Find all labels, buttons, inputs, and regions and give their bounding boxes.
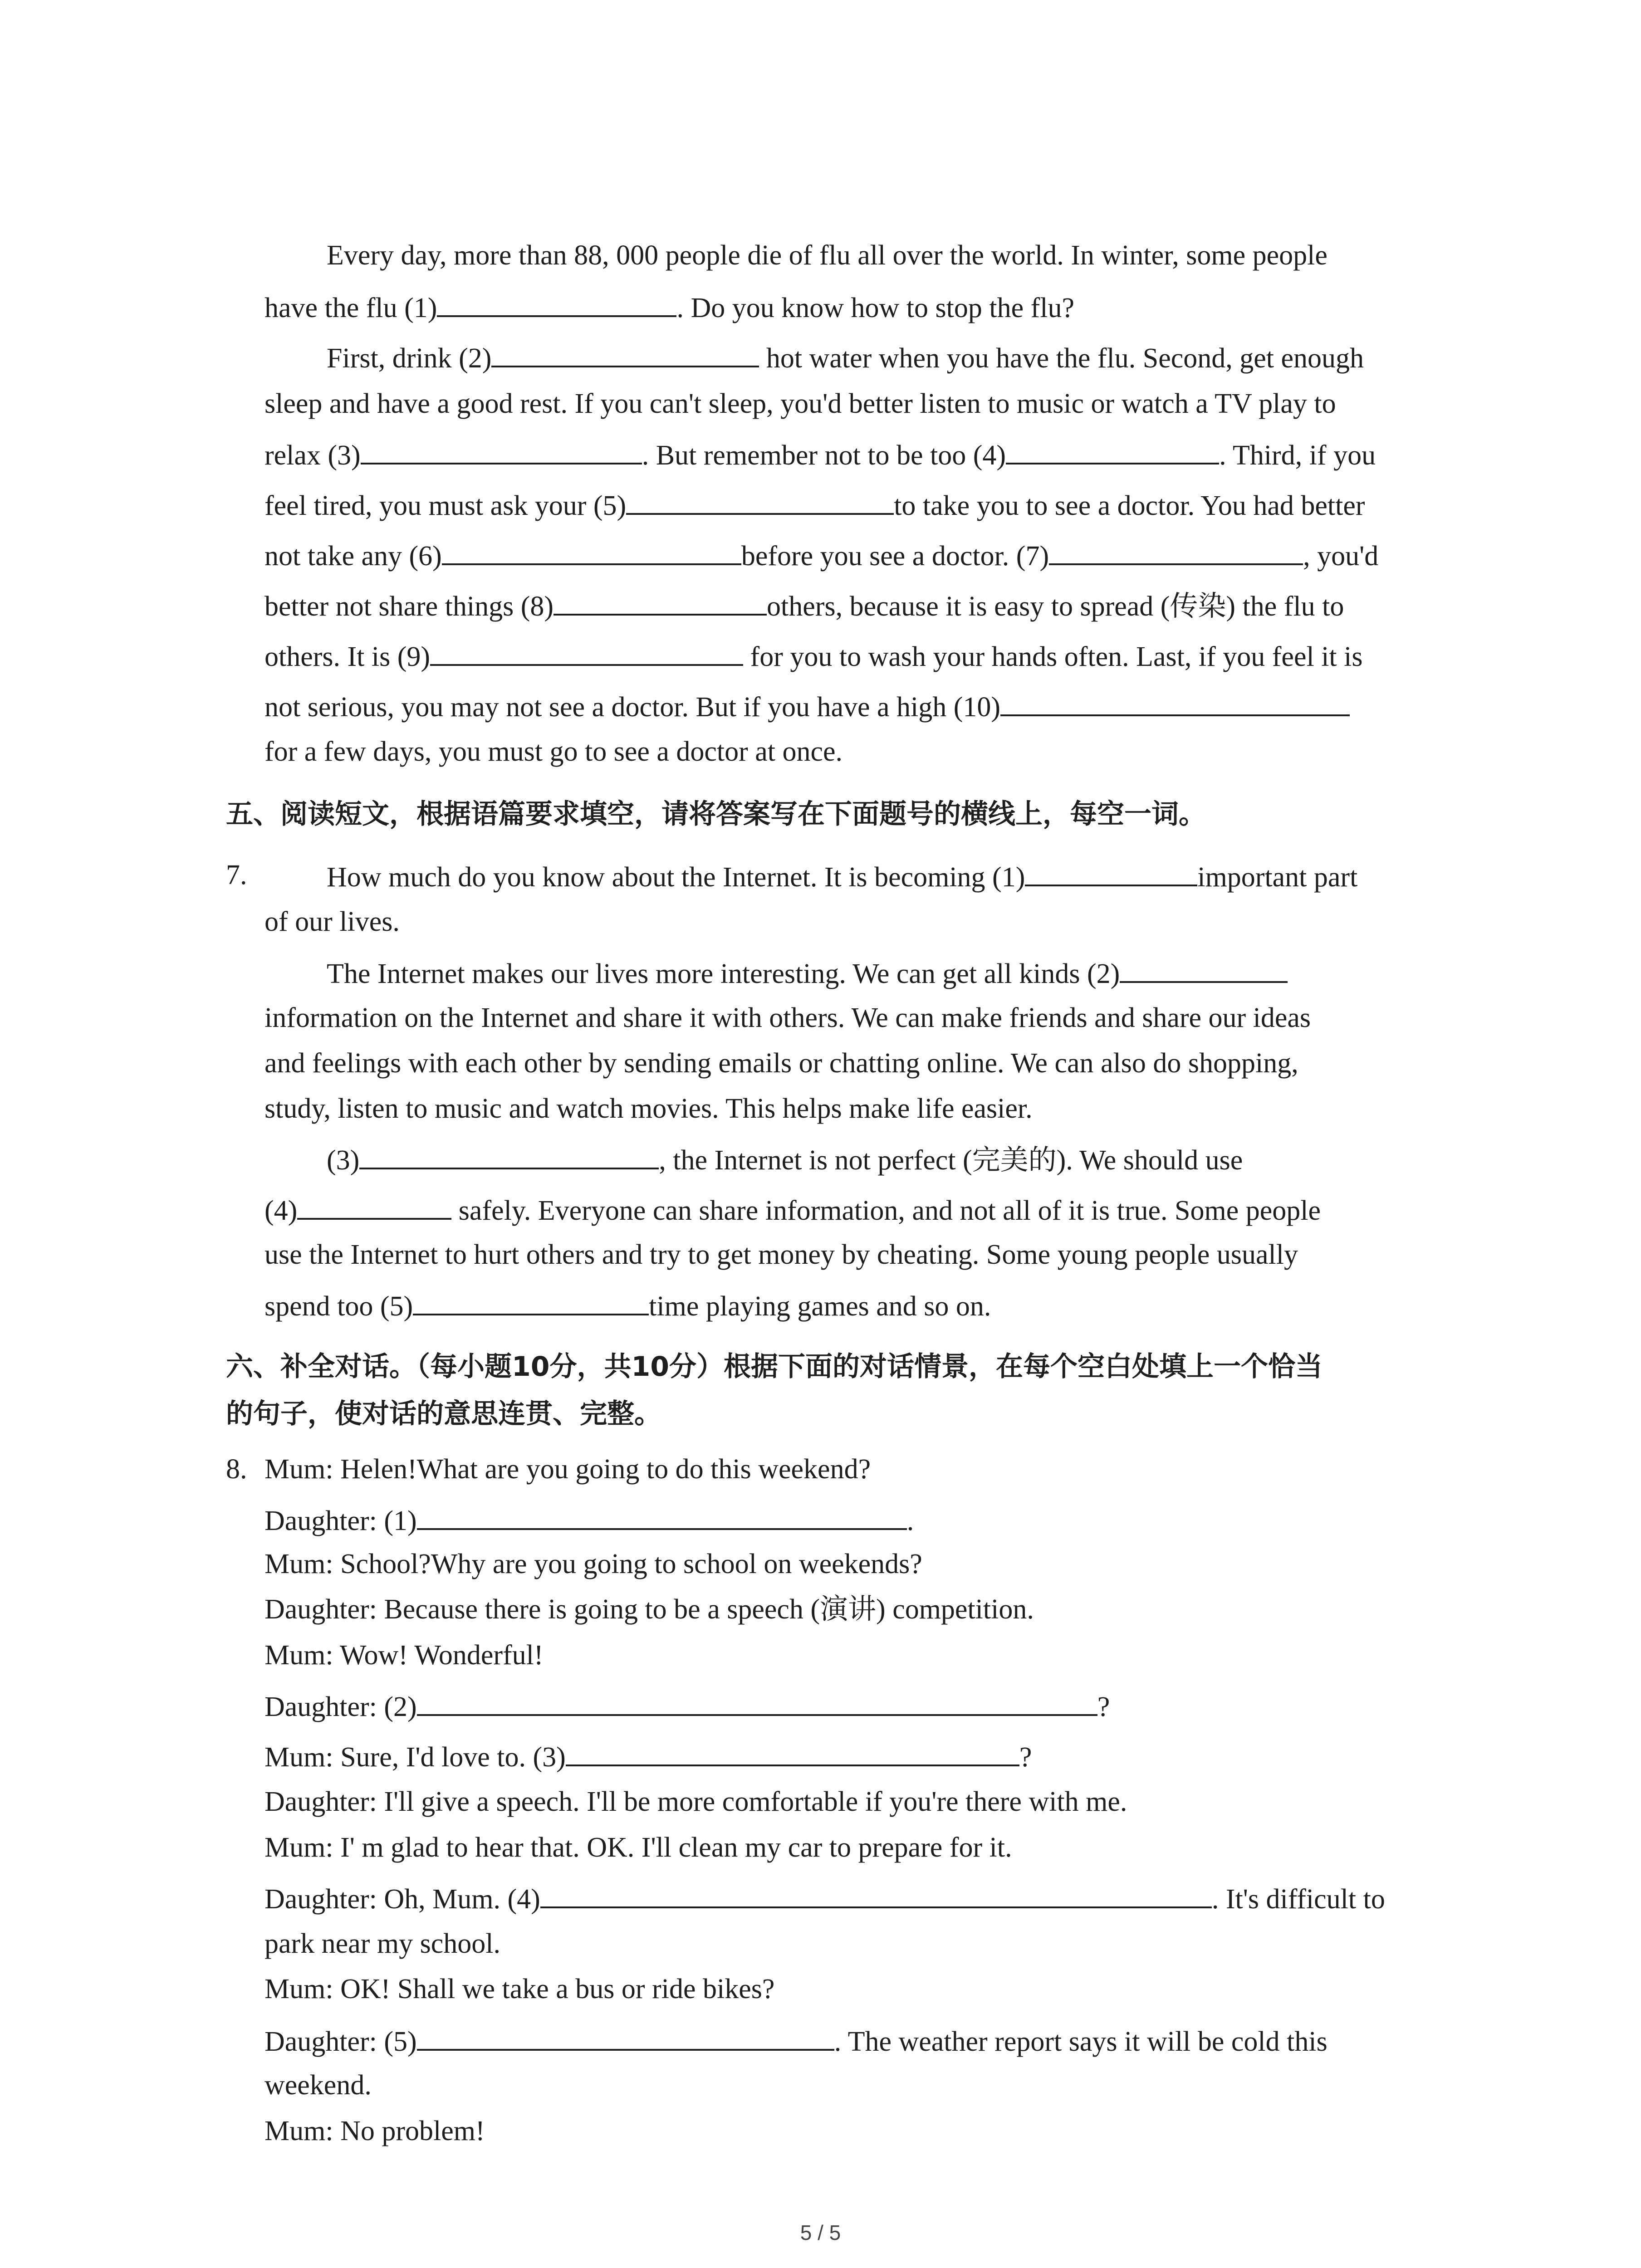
answer-blank-6[interactable] bbox=[442, 540, 741, 565]
text: . Do you know how to stop the flu? bbox=[676, 293, 1074, 323]
text: Mum: OK! Shall we take a bus or ride bikes? bbox=[265, 1974, 775, 2004]
answer-blank-9[interactable] bbox=[430, 640, 743, 666]
dialog-answer-blank-2[interactable] bbox=[417, 1691, 1097, 1716]
text: 五、阅读短文，根据语篇要求填空，请将答案写在下面题号的横线上，每空一词。 bbox=[226, 798, 1206, 830]
text: others, because it is easy to spread (传染) the flu to bbox=[767, 591, 1344, 622]
text: important part bbox=[1197, 862, 1358, 893]
dialog-line-6 bbox=[265, 1691, 1110, 1721]
s5-answer-blank-5[interactable] bbox=[413, 1290, 649, 1315]
text: 的句子，使对话的意思连贯、完整。 bbox=[226, 1398, 661, 1430]
text: , the Internet is not perfect (完美的). We should use bbox=[659, 1145, 1243, 1176]
text: Daughter: (5) bbox=[265, 2026, 417, 2057]
s5-answer-blank-3[interactable] bbox=[359, 1144, 659, 1169]
dialog-answer-blank-3[interactable] bbox=[566, 1741, 1019, 1766]
dialog-line-3 bbox=[265, 1550, 922, 1578]
text: others. It is (9) bbox=[265, 641, 431, 672]
dialog-line-14 bbox=[265, 2071, 372, 2099]
text: 六、补全对话。（每小题10分，共10分）根据下面的对话情景，在每个空白处填上一个恰当 bbox=[226, 1351, 1323, 1383]
s5-line-1 bbox=[327, 861, 1357, 891]
dialog-line-10 bbox=[265, 1883, 1385, 1913]
text: time playing games and so on. bbox=[649, 1291, 991, 1322]
passage1-line-7 bbox=[265, 540, 1378, 570]
text: use the Internet to hurt others and try to get money by cheating. Some young people usually bbox=[265, 1239, 1298, 1270]
text: sleep and have a good rest. If you can't sleep, you'd better listen to music or watch a TV play to bbox=[265, 388, 1336, 419]
passage1-line-4 bbox=[265, 390, 1336, 418]
text: . The weather report says it will be cold this bbox=[834, 2026, 1327, 2057]
text: and feelings with each other by sending emails or chatting online. We can also do shopping, bbox=[265, 1048, 1298, 1079]
dialog-answer-blank-1[interactable] bbox=[417, 1505, 907, 1530]
text: Daughter: (1) bbox=[265, 1505, 417, 1536]
text: How much do you know about the Internet. It is becoming (1) bbox=[327, 862, 1025, 893]
dialog-line-2 bbox=[265, 1505, 914, 1535]
s5-line-10 bbox=[265, 1290, 991, 1320]
dialog-line-13 bbox=[265, 2025, 1327, 2056]
passage1-line-10 bbox=[265, 691, 1350, 721]
dialog-line-11 bbox=[265, 1930, 500, 1958]
dialog-line-9 bbox=[265, 1833, 1012, 1862]
text: (4) bbox=[265, 1195, 298, 1226]
dialog-line-15 bbox=[265, 2117, 485, 2145]
dialog-line-7 bbox=[265, 1741, 1032, 1771]
text: . But remember not to be too (4) bbox=[642, 440, 1006, 471]
text: (3) bbox=[327, 1145, 360, 1176]
text: ? bbox=[1019, 1742, 1032, 1773]
passage1-line-3 bbox=[327, 342, 1364, 372]
dialog-answer-blank-5[interactable] bbox=[417, 2025, 834, 2051]
text: to take you to see a doctor. You had better bbox=[894, 490, 1365, 521]
answer-blank-3[interactable] bbox=[361, 439, 642, 464]
text: Mum: No problem! bbox=[265, 2116, 485, 2146]
section6-heading-line-1 bbox=[226, 1351, 1323, 1383]
text: not take any (6) bbox=[265, 541, 442, 572]
s5-line-9 bbox=[265, 1241, 1298, 1269]
text: study, listen to music and watch movies. This helps make life easier. bbox=[265, 1093, 1033, 1124]
question-7-number bbox=[226, 861, 247, 889]
text: Mum: School?Why are you going to school on weekends? bbox=[265, 1549, 922, 1579]
text: information on the Internet and share it with others. We can make friends and share our ideas bbox=[265, 1002, 1311, 1033]
text: Daughter: Because there is going to be a speech (演讲) competition. bbox=[265, 1594, 1034, 1625]
text: spend too (5) bbox=[265, 1291, 413, 1322]
s5-line-2 bbox=[265, 908, 400, 936]
text: . bbox=[906, 1505, 914, 1536]
text: hot water when you have the flu. Second, get enough bbox=[759, 343, 1364, 374]
dialog-line-8 bbox=[265, 1788, 1127, 1816]
text: . Third, if you bbox=[1219, 440, 1376, 471]
text: . It's difficult to bbox=[1211, 1884, 1385, 1915]
text: Mum: Sure, I'd love to. (3) bbox=[265, 1742, 566, 1773]
text: Daughter: I'll give a speech. I'll be more comfortable if you're there with me. bbox=[265, 1786, 1127, 1817]
text: 8. bbox=[226, 1454, 247, 1485]
s5-line-8 bbox=[265, 1194, 1321, 1225]
text: weekend. bbox=[265, 2070, 372, 2101]
text: Every day, more than 88, 000 people die of flu all over the world. In winter, some people bbox=[327, 240, 1327, 271]
dialog-line-4 bbox=[265, 1595, 1034, 1623]
text: The Internet makes our lives more interesting. We can get all kinds (2) bbox=[327, 958, 1120, 989]
passage1-line-9 bbox=[265, 640, 1363, 671]
passage1-line-8 bbox=[265, 590, 1344, 621]
text: feel tired, you must ask your (5) bbox=[265, 490, 627, 521]
s5-answer-blank-1[interactable] bbox=[1025, 861, 1197, 886]
text: ? bbox=[1097, 1691, 1110, 1722]
answer-blank-4[interactable] bbox=[1006, 439, 1219, 464]
dialog-line-12 bbox=[265, 1975, 774, 2003]
text: for you to wash your hands often. Last, if you feel it is bbox=[743, 641, 1363, 672]
question-8-number bbox=[226, 1455, 247, 1483]
s5-answer-blank-2[interactable] bbox=[1120, 958, 1288, 983]
text: better not share things (8) bbox=[265, 591, 554, 622]
answer-blank-2[interactable] bbox=[491, 342, 759, 367]
answer-blank-10[interactable] bbox=[1000, 691, 1350, 716]
text: 7. bbox=[226, 860, 247, 890]
passage1-line-1 bbox=[327, 241, 1327, 269]
s5-line-4 bbox=[265, 1004, 1311, 1032]
s5-line-5 bbox=[265, 1049, 1298, 1077]
text: park near my school. bbox=[265, 1928, 500, 1959]
answer-blank-7[interactable] bbox=[1049, 540, 1303, 565]
text: have the flu (1) bbox=[265, 293, 437, 323]
dialog-line-1 bbox=[265, 1455, 871, 1483]
text: First, drink (2) bbox=[327, 343, 492, 374]
text: , you'd bbox=[1303, 541, 1379, 572]
s5-line-6 bbox=[265, 1095, 1033, 1123]
text: Mum: Helen!What are you going to do this weekend? bbox=[265, 1454, 871, 1485]
passage1-line-6 bbox=[265, 489, 1365, 520]
page-number: 5 / 5 bbox=[800, 2221, 841, 2244]
s5-line-7 bbox=[327, 1144, 1243, 1174]
text: relax (3) bbox=[265, 440, 361, 471]
text: Mum: I' m glad to hear that. OK. I'll clean my car to prepare for it. bbox=[265, 1832, 1012, 1863]
text: Mum: Wow! Wonderful! bbox=[265, 1640, 544, 1671]
text: safely. Everyone can share information, and not all of it is true. Some people bbox=[451, 1195, 1321, 1226]
dialog-line-5 bbox=[265, 1641, 544, 1669]
passage1-line-2 bbox=[265, 292, 1074, 322]
text: not serious, you may not see a doctor. But if you have a high (10) bbox=[265, 692, 1001, 723]
text: before you see a doctor. (7) bbox=[741, 541, 1049, 572]
passage1-line-11 bbox=[265, 738, 843, 766]
answer-blank-8[interactable] bbox=[554, 590, 767, 616]
text: for a few days, you must go to see a doctor at once. bbox=[265, 736, 843, 767]
answer-blank-1[interactable] bbox=[437, 292, 676, 317]
s5-line-3 bbox=[327, 958, 1288, 988]
section6-heading-line-2 bbox=[226, 1398, 661, 1430]
dialog-answer-blank-4[interactable] bbox=[540, 1883, 1212, 1908]
text: Daughter: (2) bbox=[265, 1691, 417, 1722]
s5-answer-blank-4[interactable] bbox=[297, 1194, 451, 1220]
section5-heading bbox=[226, 798, 1206, 830]
text: Daughter: Oh, Mum. (4) bbox=[265, 1884, 540, 1915]
passage1-line-5 bbox=[265, 439, 1376, 469]
text: of our lives. bbox=[265, 906, 400, 937]
answer-blank-5[interactable] bbox=[626, 489, 894, 515]
